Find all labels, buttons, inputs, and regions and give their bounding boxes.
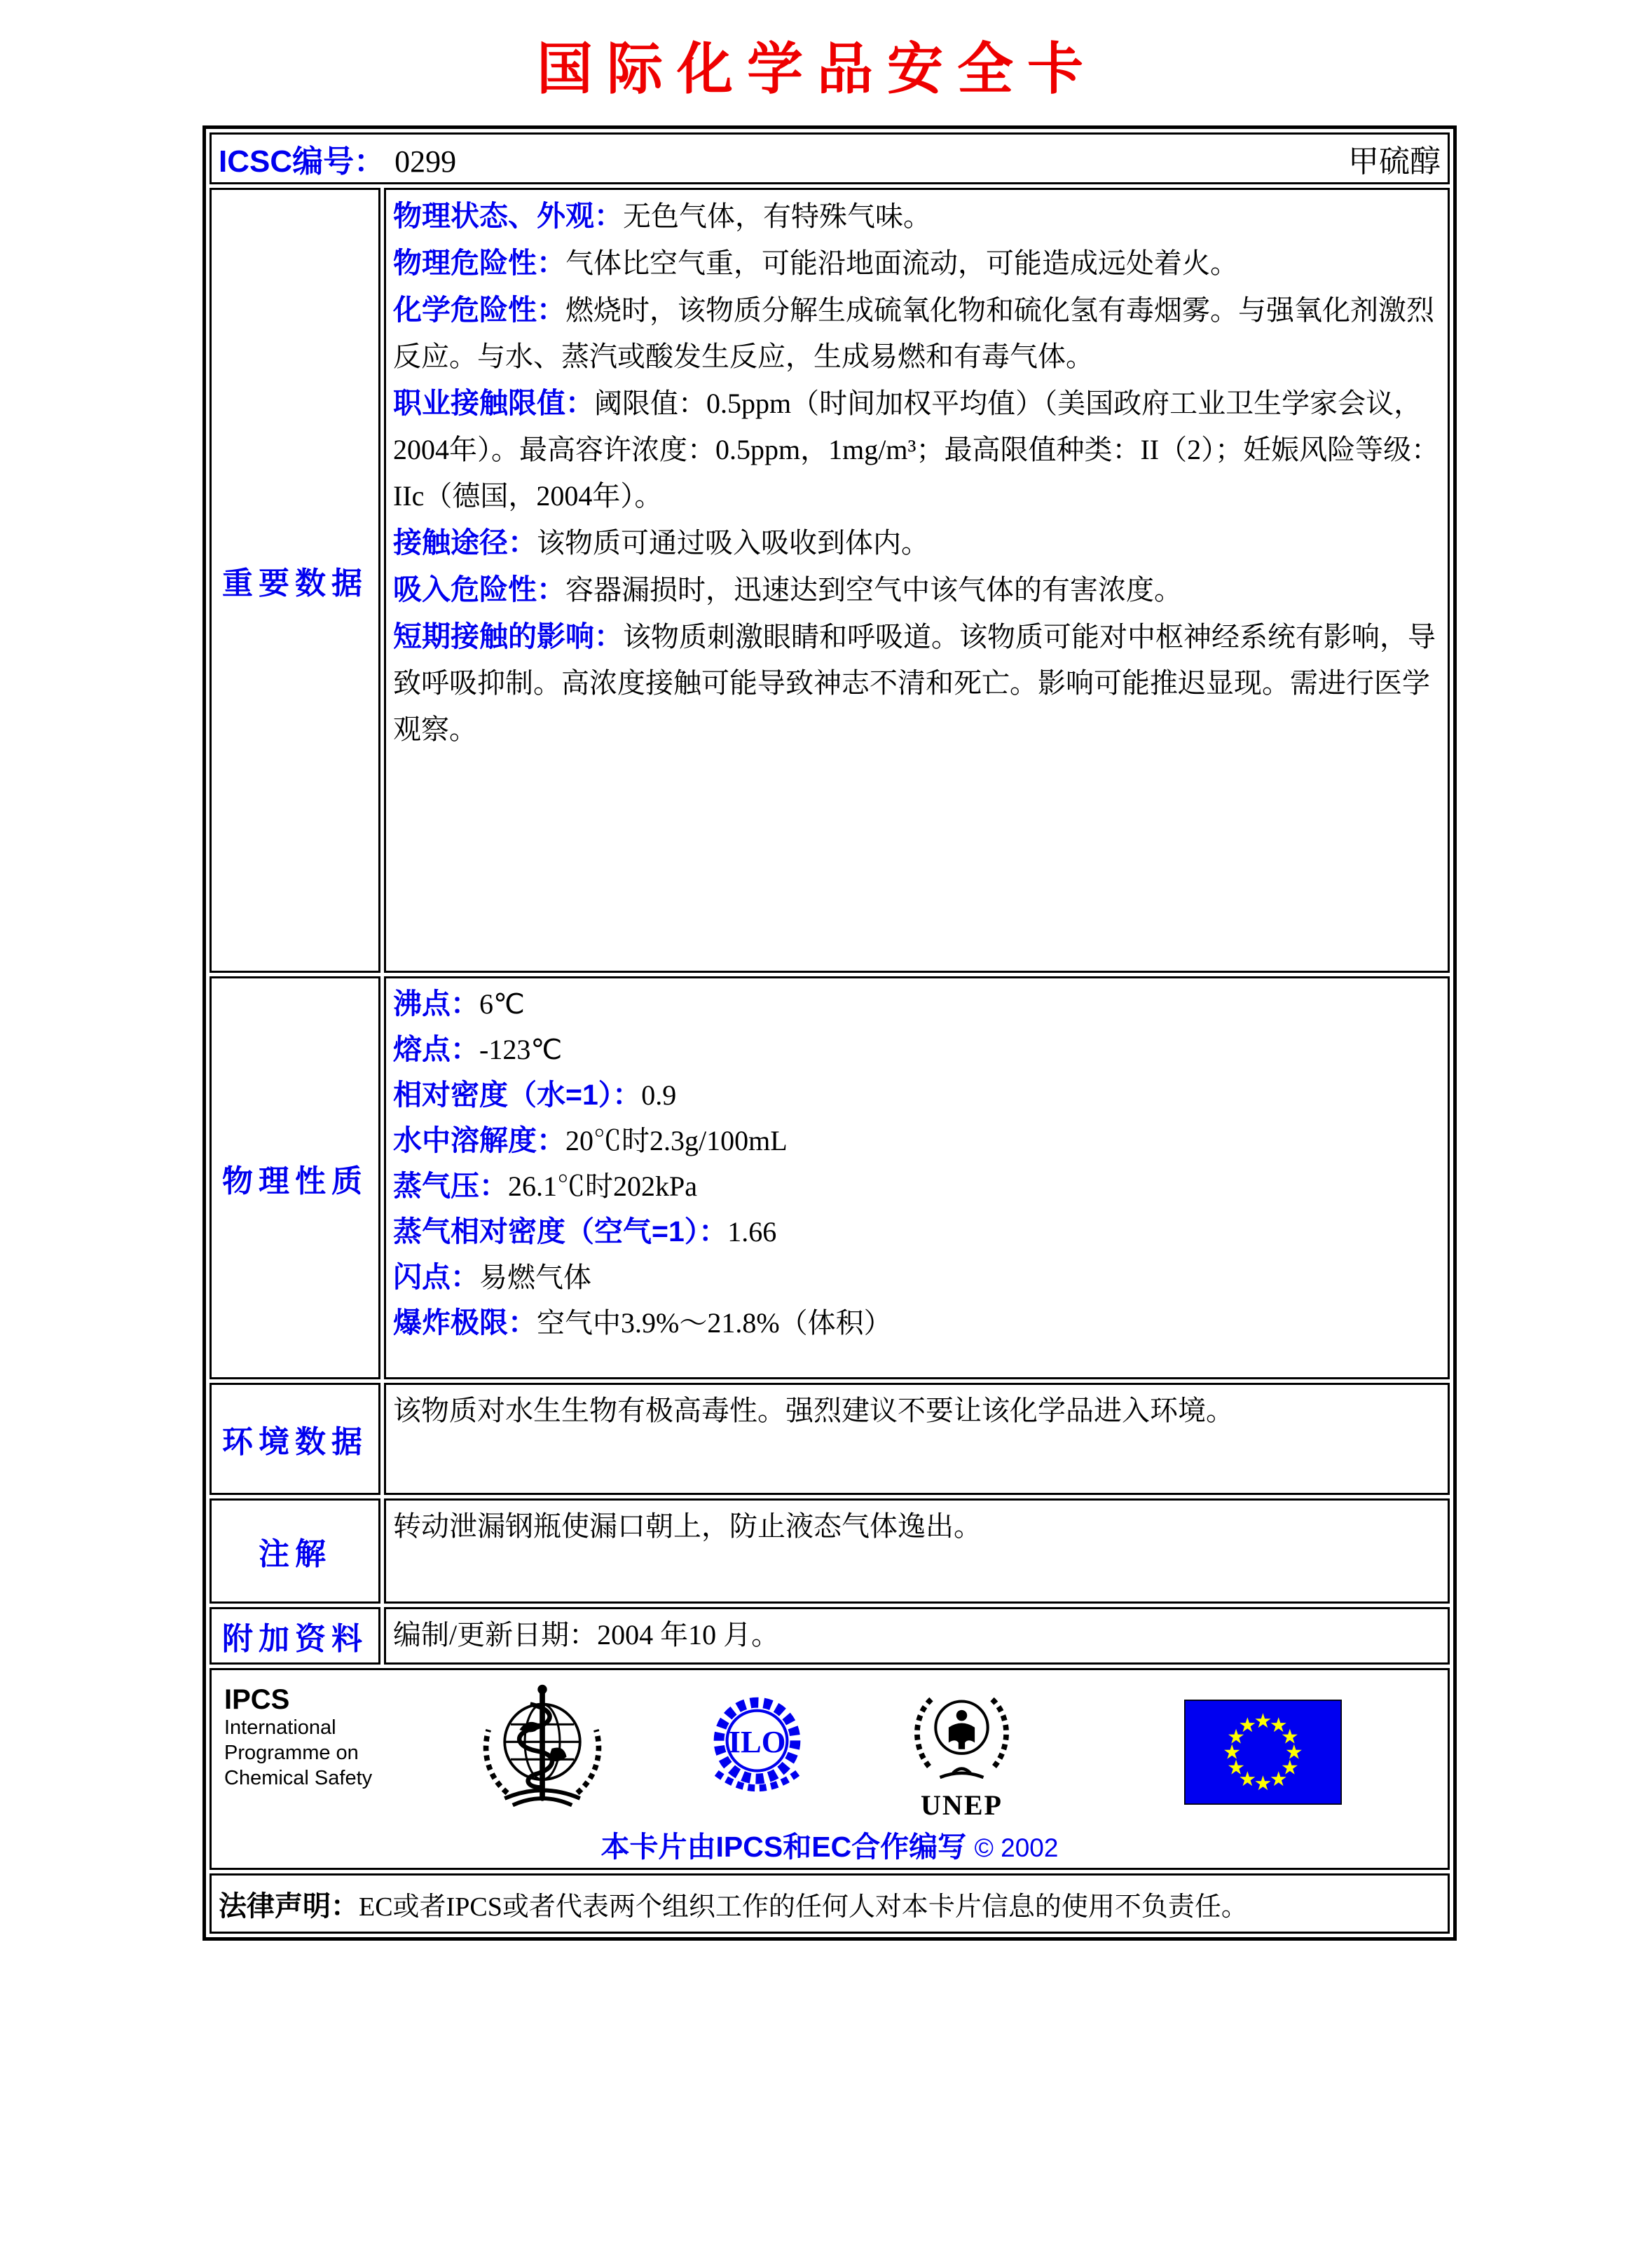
svg-text:★: ★: [1238, 1713, 1257, 1737]
chemical-name: 甲硫醇: [1348, 144, 1441, 179]
svg-text:★: ★: [1269, 1713, 1288, 1737]
who-logo-icon: [475, 1680, 610, 1818]
organizations-cell: [210, 1668, 1450, 1870]
unep-logo-block: [907, 1681, 1016, 1821]
ilo-letters: ILO: [728, 1724, 786, 1760]
physical-property-item: 水中溶解度：20℃时2.3g/100mL: [393, 1124, 788, 1156]
header-row: [210, 132, 1450, 184]
legal-label: 法律声明：: [219, 1890, 359, 1922]
important-data-item: 接触途径：该物质可通过吸入吸收到体内。: [393, 526, 929, 559]
icsc-number-value: 0299: [394, 144, 457, 179]
ilo-logo-icon: [699, 1690, 815, 1809]
additional-info-text: 编制/更新日期：2004 年10 月。: [393, 1619, 780, 1651]
svg-text:★: ★: [1269, 1766, 1288, 1791]
unep-logo-icon: [907, 1777, 1016, 1789]
svg-text:★: ★: [1281, 1755, 1299, 1779]
ipcs-text-block: IPCS International Programme on Chemical Safety: [224, 1684, 391, 1791]
svg-text:★: ★: [1238, 1766, 1257, 1791]
legal-cell: [210, 1873, 1450, 1934]
svg-text:★: ★: [1254, 1709, 1272, 1733]
svg-text:★: ★: [1223, 1740, 1242, 1764]
icsc-number-group: [219, 136, 456, 181]
legal-row: [210, 1873, 1450, 1934]
row-label-important-data: 重要数据: [210, 188, 380, 973]
notes-content: [384, 1498, 1450, 1604]
physical-properties-row: [210, 976, 1450, 1379]
important-data-item: 物理状态、外观：无色气体，有特殊气味。: [393, 200, 931, 232]
svg-text:★: ★: [1227, 1755, 1245, 1779]
svg-text:★: ★: [1284, 1740, 1303, 1764]
svg-text:★: ★: [1281, 1724, 1299, 1749]
row-label-environmental-data: 环境数据: [210, 1383, 380, 1495]
physical-property-item: 蒸气压：26.1℃时202kPa: [393, 1170, 697, 1202]
copyright-notice: © 2002: [974, 1833, 1059, 1862]
ipcs-title: IPCS: [224, 1684, 290, 1715]
icsc-number-label: ICSC编号：: [219, 144, 385, 179]
physical-property-item: 沸点：6℃: [393, 988, 525, 1020]
icsc-card-table: [202, 125, 1457, 1941]
row-label-notes: 注解: [210, 1498, 380, 1604]
important-data-row: [210, 188, 1450, 973]
svg-text:★: ★: [1227, 1724, 1245, 1749]
physical-property-item: 熔点：-123℃: [393, 1033, 563, 1065]
important-data-item: 职业接触限值：阈限值：0.5ppm（时间加权平均值）（美国政府工业卫生学家会议，2004年）。最高容许浓度：0.5ppm，1mg/m³；最高限值种类：II（2）；妊娠风险等级：IIc（德国，2004年）。: [393, 387, 1440, 512]
physical-properties-content: [384, 976, 1450, 1379]
important-data-item: 短期接触的影响：该物质刺激眼睛和呼吸道。该物质可能对中枢神经系统有影响，导致呼吸抑制。高浓度接触可能导致神志不清和死亡。影响可能推迟显现。需进行医学观察。: [393, 620, 1436, 745]
notes-text: 转动泄漏钢瓶使漏口朝上，防止液态气体逸出。: [393, 1510, 982, 1542]
physical-property-item: 爆炸极限：空气中3.9%～21.8%（体积）: [393, 1306, 892, 1339]
physical-property-item: 蒸气相对密度（空气=1）：1.66: [393, 1215, 777, 1248]
legal-text: EC或者IPCS或者代表两个组织工作的任何人对本卡片信息的使用不负责任。: [359, 1892, 1248, 1922]
page-title: 国际化学品安全卡: [537, 39, 1097, 101]
organizations-row: [210, 1668, 1450, 1870]
physical-property-item: 相对密度（水=1）：0.9: [393, 1079, 677, 1111]
notes-row: [210, 1498, 1450, 1604]
important-data-item: 吸入危险性：容器漏损时，迅速达到空气中该气体的有害浓度。: [393, 573, 1182, 606]
important-data-item: 物理危险性：气体比空气重，可能沿地面流动，可能造成远处着火。: [393, 247, 1238, 279]
important-data-item: 化学危险性：燃烧时，该物质分解生成硫氧化物和硫化氢有毒烟雾。与强氧化剂激烈反应。与水、蒸汽或酸发生反应，生成易燃和有毒气体。: [393, 294, 1434, 372]
environmental-data-text: 该物质对水生生物有极高毒性。强烈建议不要让该化学品进入环境。: [393, 1395, 1234, 1426]
header-cell: [210, 132, 1450, 184]
footer-caption: 本卡片由IPCS和EC合作编写 © 2002: [600, 1831, 1059, 1863]
environmental-data-row: [210, 1383, 1450, 1495]
important-data-content: [384, 188, 1450, 973]
row-label-physical-properties: 物理性质: [210, 976, 380, 1379]
unep-label: UNEP: [921, 1789, 1003, 1821]
physical-property-item: 闪点：易燃气体: [393, 1261, 591, 1293]
additional-info-content: [384, 1607, 1450, 1665]
row-label-additional-info: 附加资料: [210, 1607, 380, 1665]
eu-flag-icon: [1184, 1700, 1342, 1808]
additional-info-row: [210, 1607, 1450, 1665]
environmental-data-content: [384, 1383, 1450, 1495]
svg-text:★: ★: [1254, 1770, 1272, 1795]
